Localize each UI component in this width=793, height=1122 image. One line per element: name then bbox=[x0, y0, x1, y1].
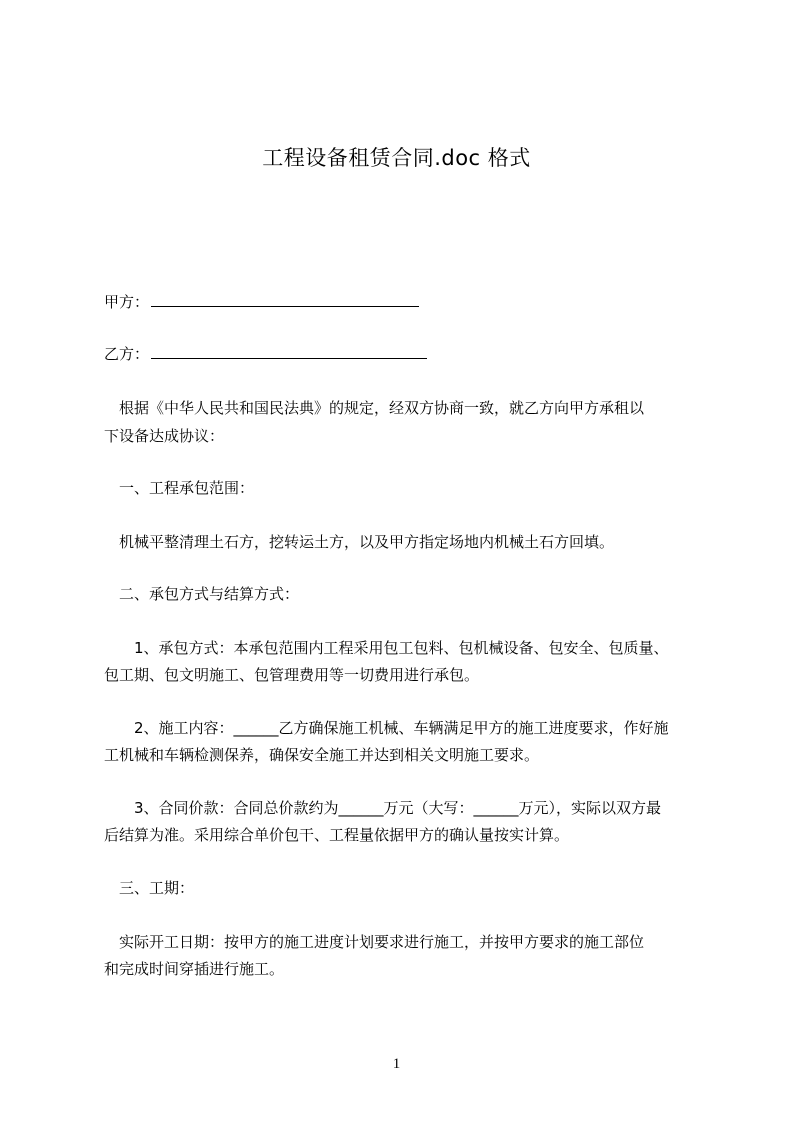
party-a-blank bbox=[151, 292, 419, 307]
item-2-line-1: 2、施工内容：______乙方确保施工机械、车辆满足甲方的施工进度要求，作好施 bbox=[104, 719, 669, 737]
party-b-line bbox=[104, 338, 704, 370]
page-number: 1 bbox=[392, 1056, 401, 1072]
section-2-heading: 二、承包方式与结算方式： bbox=[104, 585, 300, 603]
section-3-line-2: 和完成时间穿插进行施工。 bbox=[104, 960, 285, 978]
party-a-line bbox=[104, 286, 704, 318]
section-1-body: 机械平整清理土石方，挖转运土方，以及甲方指定场地内机械土石方回填。 bbox=[104, 533, 615, 551]
party-b-label: 乙方： bbox=[104, 345, 150, 363]
item-1-line-1: 1、承包方式：本承包范围内工程采用包工包料、包机械设备、包安全、包质量、 bbox=[104, 639, 669, 657]
intro-line-2: 下设备达成协议： bbox=[104, 427, 225, 445]
section-3-line-1: 实际开工日期：按甲方的施工进度计划要求进行施工，并按甲方要求的施工部位 bbox=[104, 933, 645, 951]
party-b-blank bbox=[151, 344, 427, 359]
section-3-heading: 三、工期： bbox=[104, 879, 195, 897]
item-2-line-2: 工机械和车辆检测保养，确保安全施工并达到相关文明施工要求。 bbox=[104, 746, 540, 764]
item-1-line-2: 包工期、包文明施工、包管理费用等一切费用进行承包。 bbox=[104, 666, 480, 684]
item-3-line-1: 3、合同价款：合同总价款约为______万元（大写：______万元），实际以双方最 bbox=[104, 799, 662, 817]
item-3-line-2: 后结算为准。采用综合单价包干、工程量依据甲方的确认量按实计算。 bbox=[104, 826, 570, 844]
section-1-heading: 一、工程承包范围： bbox=[104, 479, 255, 497]
intro-line-1: 根据《中华人民共和国民法典》的规定，经双方协商一致，就乙方向甲方承租以 bbox=[104, 399, 645, 417]
party-a-label: 甲方： bbox=[104, 293, 150, 311]
document-title: 工程设备租赁合同.doc 格式 bbox=[262, 146, 531, 170]
